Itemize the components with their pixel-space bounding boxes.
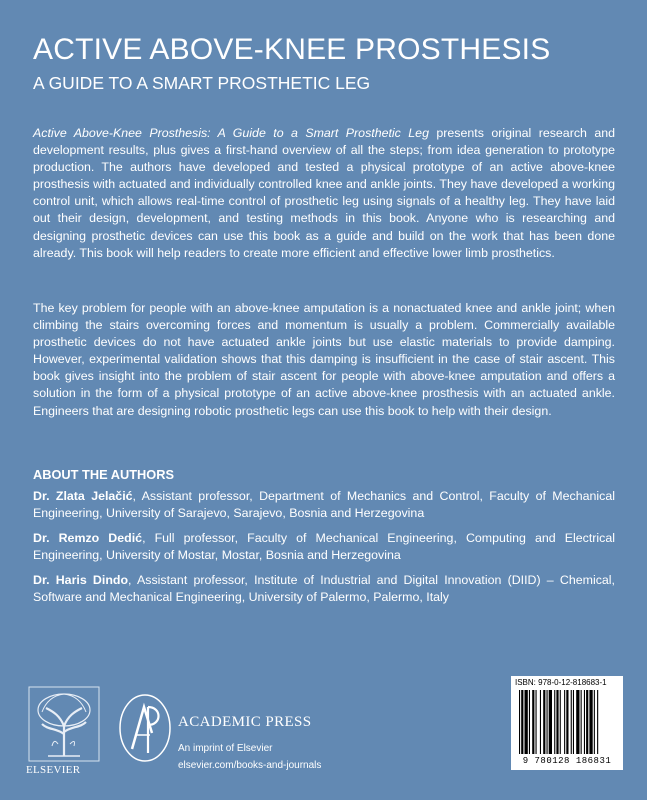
description-book-title: Active Above-Knee Prosthesis: A Guide to a Smart Prosthetic Leg (33, 126, 429, 140)
barcode-bar (547, 690, 548, 754)
author-details: , Full professor, Faculty of Mechanical Engineering, Computing and Electrical Engineering, University of Mostar, Mostar, Bosnia and Herzegovina (33, 531, 615, 563)
barcode-number: 9 780128 186831 (522, 756, 612, 766)
author-details: , Assistant professor, Institute of Industrial and Digital Innovation (DIID) – Chemical, Software and Mechanical Engineering, University of Palermo, Palermo, Italy (33, 573, 615, 605)
barcode-bar (566, 690, 568, 754)
academic-press-name: ACADEMIC PRESS (178, 714, 312, 730)
barcode-bar (554, 690, 555, 754)
author-name: Dr. Haris Dindo (33, 573, 129, 587)
description-paragraph-1-text: presents original research and development results, plus gives a first-hand overview of all the steps; from idea generation to prototype production. The authors have developed and tested a physical prototype of an active above-knee prosthesis with actuated and individually controlled knee and ankle joints. They have developed a working control unit, which allows real-time control of prosthetic leg using signals of a healthy leg. They have laid out their design, development, and testing methods in this book. Anyone who is researching and designing prosthetic devices can use this book as a guide and build on the work that has been done already. This book will help readers to create more efficient and effective lower limb prosthetics. (33, 126, 615, 260)
book-subtitle: A GUIDE TO A SMART PROSTHETIC LEG (33, 73, 371, 93)
description-paragraph-2: The key problem for people with an above-knee amputation is a nonactuated knee and ankle joint; when climbing the stairs overcoming forces and momentum is usually a problem. Commercially available prosthetic devices do not have actuated ankle joints but use elastic materials to provide damping. However, experimental validation shows that this damping is insufficient in the case of stair ascent. This book gives insight into the problem of stair ascent for people with above-knee amputation and offers a solution in the form of a physical prototype of an active above-knee prosthesis with an actuated ankle. Engineers that are designing robotic prosthetic legs can use this book to help with their design. (33, 301, 615, 418)
author-details: , Assistant professor, Department of Mechanics and Control, Faculty of Mechanical Engineering, University of Sarajevo, Sarajevo, Bosnia and Herzegovina (33, 489, 615, 521)
author-entry (33, 530, 615, 564)
barcode-bar (540, 690, 541, 754)
barcode-bar (594, 690, 595, 754)
barcode-bar (564, 690, 565, 754)
barcode-bar (519, 690, 520, 754)
barcode-bar (560, 690, 561, 754)
barcode-bar (573, 690, 574, 754)
author-entry (33, 572, 615, 606)
elsevier-label: ELSEVIER (26, 764, 81, 776)
barcode-bar (532, 690, 534, 754)
author-name: Dr. Remzo Dedić (33, 531, 143, 545)
barcode-box (511, 676, 623, 770)
academic-press-ap-icon (118, 693, 172, 763)
barcode-icon (519, 690, 615, 754)
barcode-bar (525, 690, 528, 754)
barcode-bar (549, 690, 552, 754)
barcode-bar (556, 690, 558, 754)
description-paragraph-1 (33, 125, 615, 262)
about-authors-heading: ABOUT THE AUTHORS (33, 467, 174, 482)
publisher-url: elsevier.com/books-and-journals (178, 760, 322, 771)
barcode-bar (586, 690, 588, 754)
author-name: Dr. Zlata Jelačić (33, 489, 133, 503)
book-title: ACTIVE ABOVE-KNEE PROSTHESIS (33, 33, 551, 66)
barcode-bar (521, 690, 523, 754)
barcode-bar (536, 690, 537, 754)
elsevier-tree-icon (28, 686, 100, 762)
author-entry (33, 488, 615, 522)
barcode-bar (571, 690, 572, 754)
barcode-bar (589, 690, 592, 754)
barcode-bar (543, 690, 545, 754)
isbn-label: ISBN: 978-0-12-818683-1 (515, 678, 607, 687)
imprint-text: An imprint of Elsevier (178, 743, 273, 754)
barcode-bar (529, 690, 530, 754)
barcode-bar (581, 690, 582, 754)
barcode-bar (584, 690, 585, 754)
barcode-bar (597, 690, 598, 754)
barcode-bar (576, 690, 579, 754)
